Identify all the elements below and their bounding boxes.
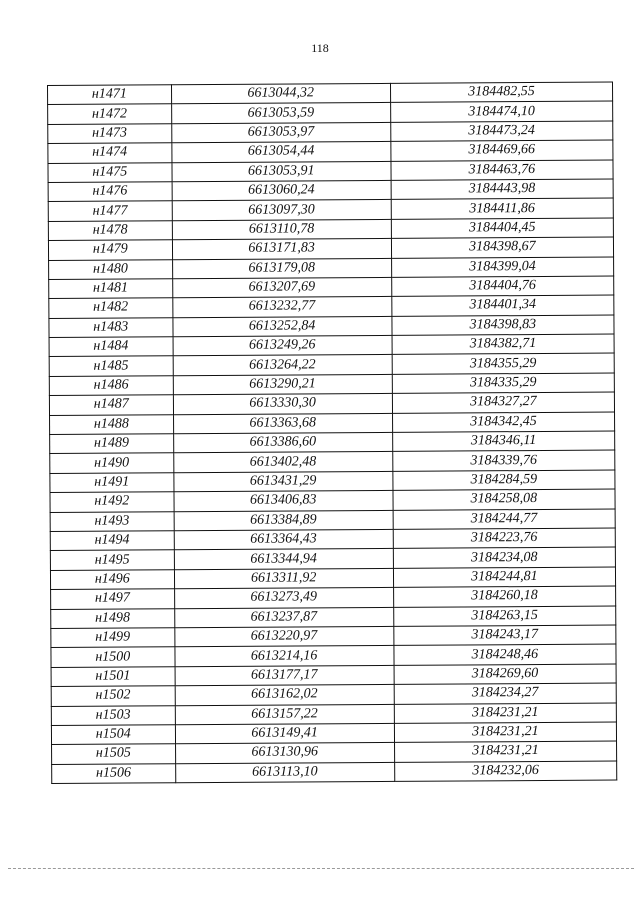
x-coordinate-cell: 6613384,89 — [174, 510, 393, 531]
y-coordinate-cell: 3184258,08 — [393, 489, 615, 510]
point-number-cell: н1505 — [52, 744, 176, 764]
x-coordinate-cell: 6613110,78 — [172, 219, 391, 240]
y-coordinate-cell: 3184327,27 — [392, 392, 614, 413]
x-coordinate-cell: 6613386,60 — [173, 432, 392, 453]
footer-divider — [8, 868, 634, 869]
y-coordinate-cell: 3184411,86 — [391, 198, 613, 219]
y-coordinate-cell: 3184473,24 — [390, 121, 612, 142]
point-number-cell: н1494 — [50, 531, 174, 551]
y-coordinate-cell: 3184346,11 — [392, 431, 614, 452]
x-coordinate-cell: 6613149,41 — [175, 723, 394, 744]
point-number-cell: н1495 — [50, 550, 174, 570]
y-coordinate-cell: 3184260,18 — [393, 586, 615, 607]
y-coordinate-cell: 3184339,76 — [393, 450, 615, 471]
x-coordinate-cell: 6613044,32 — [171, 83, 390, 104]
x-coordinate-cell: 6613053,91 — [172, 161, 391, 182]
point-number-cell: н1485 — [49, 356, 173, 376]
point-number-cell: н1471 — [48, 85, 172, 105]
y-coordinate-cell: 3184284,59 — [393, 470, 615, 491]
point-number-cell: н1483 — [49, 317, 173, 337]
x-coordinate-cell: 6613431,29 — [173, 471, 392, 492]
page-number: 118 — [311, 41, 329, 55]
point-number-cell: н1479 — [48, 240, 172, 260]
point-number-cell: н1506 — [52, 763, 176, 783]
coordinates-table — [47, 82, 617, 785]
point-number-cell: н1476 — [48, 182, 172, 202]
point-number-cell: н1480 — [49, 259, 173, 279]
point-number-cell: н1489 — [50, 434, 174, 454]
x-coordinate-cell: 6613273,49 — [174, 588, 393, 609]
point-number-cell: н1503 — [51, 705, 175, 725]
y-coordinate-cell: 3184243,17 — [394, 625, 616, 646]
x-coordinate-cell: 6613157,22 — [175, 704, 394, 725]
y-coordinate-cell: 3184223,76 — [393, 528, 615, 549]
x-coordinate-cell: 6613252,84 — [172, 316, 391, 337]
x-coordinate-cell: 6613214,16 — [174, 646, 393, 667]
y-coordinate-cell: 3184234,08 — [393, 547, 615, 568]
y-coordinate-cell: 3184342,45 — [392, 412, 614, 433]
y-coordinate-cell: 3184474,10 — [390, 101, 612, 122]
point-number-cell: н1493 — [50, 511, 174, 531]
x-coordinate-cell: 6613054,44 — [171, 142, 390, 163]
y-coordinate-cell: 3184248,46 — [394, 644, 616, 665]
point-number-cell: н1496 — [50, 569, 174, 589]
y-coordinate-cell: 3184482,55 — [390, 82, 612, 103]
y-coordinate-cell: 3184232,06 — [394, 761, 616, 782]
point-number-cell: н1481 — [49, 279, 173, 299]
x-coordinate-cell: 6613344,94 — [174, 549, 393, 570]
x-coordinate-cell: 6613220,97 — [174, 626, 393, 647]
point-number-cell: н1478 — [48, 220, 172, 240]
point-number-cell: н1502 — [51, 686, 175, 706]
point-number-cell: н1492 — [50, 492, 174, 512]
x-coordinate-cell: 6613177,17 — [175, 665, 394, 686]
point-number-cell: н1497 — [51, 589, 175, 609]
x-coordinate-cell: 6613130,96 — [175, 743, 394, 764]
x-coordinate-cell: 6613053,97 — [171, 122, 390, 143]
y-coordinate-cell: 3184231,21 — [394, 741, 616, 762]
point-number-cell: н1472 — [48, 104, 172, 124]
y-coordinate-cell: 3184398,67 — [391, 237, 613, 258]
x-coordinate-cell: 6613402,48 — [173, 452, 392, 473]
y-coordinate-cell: 3184231,21 — [394, 703, 616, 724]
x-coordinate-cell: 6613406,83 — [174, 491, 393, 512]
x-coordinate-cell: 6613237,87 — [174, 607, 393, 628]
y-coordinate-cell: 3184335,29 — [392, 373, 614, 394]
y-coordinate-cell: 3184398,83 — [392, 315, 614, 336]
point-number-cell: н1490 — [50, 453, 174, 473]
x-coordinate-cell: 6613290,21 — [173, 374, 392, 395]
x-coordinate-cell: 6613363,68 — [173, 413, 392, 434]
point-number-cell: н1475 — [48, 162, 172, 182]
y-coordinate-cell: 3184231,21 — [394, 722, 616, 743]
point-number-cell: н1504 — [51, 725, 175, 745]
point-number-cell: н1486 — [49, 376, 173, 396]
coordinates-table-body — [48, 82, 617, 784]
y-coordinate-cell: 3184469,66 — [391, 140, 613, 161]
y-coordinate-cell: 3184463,76 — [391, 160, 613, 181]
x-coordinate-cell: 6613264,22 — [173, 355, 392, 376]
point-number-cell: н1484 — [49, 337, 173, 357]
y-coordinate-cell: 3184401,34 — [392, 295, 614, 316]
point-number-cell: н1488 — [50, 414, 174, 434]
point-number-cell: н1487 — [49, 395, 173, 415]
point-number-cell: н1500 — [51, 647, 175, 667]
y-coordinate-cell: 3184404,76 — [391, 276, 613, 297]
y-coordinate-cell: 3184263,15 — [393, 606, 615, 627]
point-number-cell: н1473 — [48, 124, 172, 144]
x-coordinate-cell: 6613330,30 — [173, 394, 392, 415]
point-number-cell: н1501 — [51, 666, 175, 686]
x-coordinate-cell: 6613097,30 — [172, 200, 391, 221]
x-coordinate-cell: 6613311,92 — [174, 568, 393, 589]
y-coordinate-cell: 3184269,60 — [394, 664, 616, 685]
x-coordinate-cell: 6613232,77 — [172, 297, 391, 318]
table-row — [52, 761, 617, 784]
y-coordinate-cell: 3184399,04 — [391, 257, 613, 278]
x-coordinate-cell: 6613249,26 — [173, 335, 392, 356]
y-coordinate-cell: 3184355,29 — [392, 354, 614, 375]
point-number-cell: н1491 — [50, 473, 174, 493]
x-coordinate-cell: 6613113,10 — [175, 762, 394, 783]
point-number-cell: н1499 — [51, 628, 175, 648]
point-number-cell: н1477 — [48, 201, 172, 221]
y-coordinate-cell: 3184382,71 — [392, 334, 614, 355]
x-coordinate-cell: 6613060,24 — [172, 180, 391, 201]
point-number-cell: н1482 — [49, 298, 173, 318]
point-number-cell: н1498 — [51, 608, 175, 628]
y-coordinate-cell: 3184404,45 — [391, 218, 613, 239]
x-coordinate-cell: 6613171,83 — [172, 239, 391, 260]
y-coordinate-cell: 3184244,77 — [393, 509, 615, 530]
x-coordinate-cell: 6613364,43 — [174, 529, 393, 550]
x-coordinate-cell: 6613053,59 — [171, 103, 390, 124]
x-coordinate-cell: 6613162,02 — [175, 685, 394, 706]
point-number-cell: н1474 — [48, 143, 172, 163]
y-coordinate-cell: 3184443,98 — [391, 179, 613, 200]
x-coordinate-cell: 6613207,69 — [172, 277, 391, 298]
y-coordinate-cell: 3184234,27 — [394, 683, 616, 704]
y-coordinate-cell: 3184244,81 — [393, 567, 615, 588]
x-coordinate-cell: 6613179,08 — [172, 258, 391, 279]
